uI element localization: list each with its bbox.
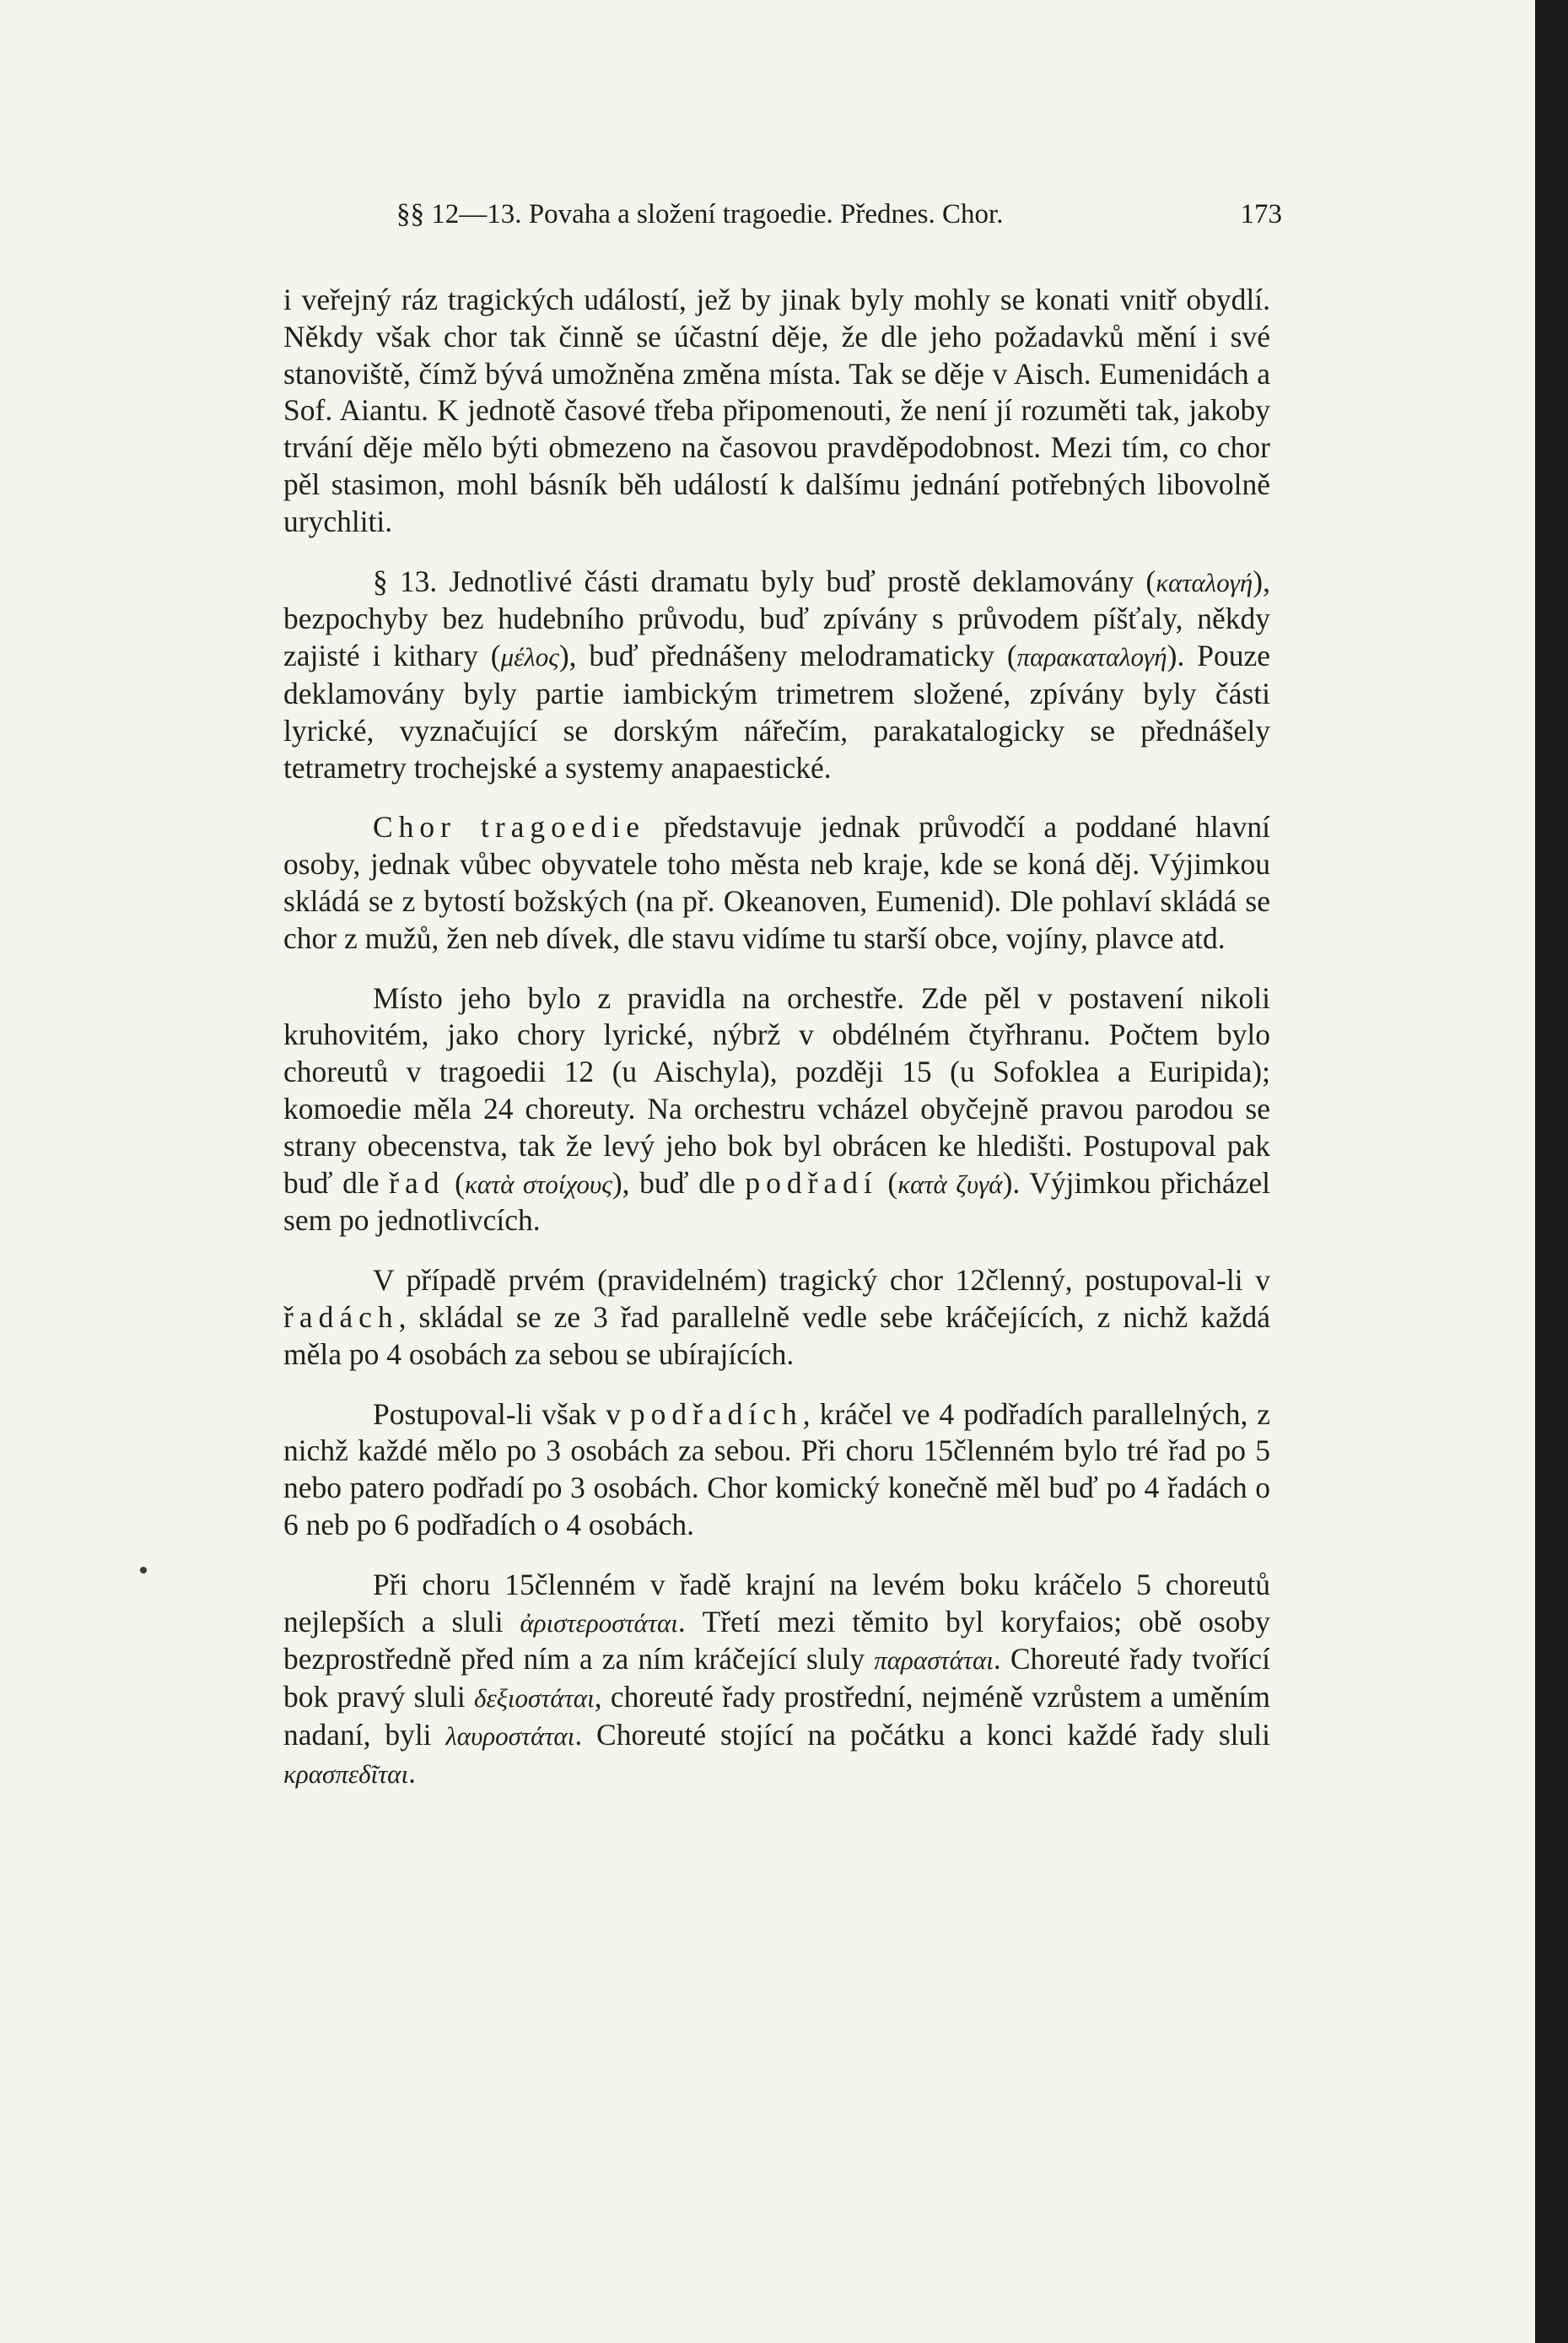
- spaced-term: podřadích: [629, 1396, 803, 1431]
- text-run: Postupoval-li však v: [373, 1396, 630, 1431]
- greek-term: παρακαταλογή: [1016, 642, 1167, 672]
- greek-term: κρασπεδῖται: [283, 1758, 409, 1789]
- text-run: ). Pouze deklamovány byly partie iambickým trimetrem složené, zpívány byly části lyrické, vyznačující se dorským nářečím, parakatalogicky se přednášely tetrametry trochejské a systemy anapaestické.: [283, 639, 1270, 785]
- page-number: 173: [1240, 199, 1282, 229]
- text-run: ), buď dle: [612, 1165, 746, 1200]
- greek-term: κατὰ στοίχους: [464, 1169, 612, 1199]
- text-run: představuje jednak průvodčí a poddané hlavní osoby, jednak vůbec obyvatele toho města neb kraje, kde se koná děj. Výjimkou skládá se z bytostí božských (na př. Okeanoven, Eumenid). Dle pohlaví skládá se chor z mužů, žen neb dívek, dle stavu vidíme tu starší obce, vojíny, plavce atd.: [283, 810, 1270, 955]
- paragraph-7: [283, 1567, 1270, 1793]
- spaced-term: podřadí: [745, 1165, 878, 1200]
- greek-term: καταλογή: [1156, 567, 1253, 597]
- text-run: Při choru 15členném v řadě krajní na levém boku kráčelo 5 choreutů nejlepších a sluli: [283, 1567, 1270, 1638]
- paragraph-3: [283, 809, 1270, 957]
- greek-term: λαυροστάται: [445, 1720, 575, 1751]
- paragraph-text: i veřejný ráz tragických událostí, jež by jinak byly mohly se konati vnitř obydlí. Někdy však chor tak činně se účastní děje, že dle jeho požadavků mění i své stanoviště, čímž bývá umožněna změna místa. Tak se děje v Aisch. Eumenidách a Sof. Aiantu. K jednotě časové třeba připomenouti, že není jí rozuměti tak, jakoby trvání děje mělo býti obmezeno na časovou pravděpodobnost. Mezi tím, co chor pěl stasimon, mohl básník běh událostí k dalšímu jednání potřebných libovolně urychliti.: [283, 283, 1270, 538]
- margin-speck: [140, 1567, 147, 1574]
- text-run: § 13. Jednotlivé části dramatu byly buď prostě deklamovány (: [373, 564, 1156, 598]
- paragraph-2: [283, 564, 1270, 787]
- text-run: , kráčel ve 4 podřadích parallelných, z nichž každé mělo po 3 osobách za sebou. Při choru 15členném bylo tré řad po 5 nebo patero podřadí po 3 osobách. Chor komický konečně měl buď po 4 řadách o 6 neb po 6 podřadích o 4 osobách.: [283, 1396, 1270, 1541]
- text-run: . Třetí mezi těmito byl koryfaios; obě osoby bezprostředně před ním a za ním kráčející sluly: [283, 1604, 1270, 1676]
- greek-term: παραστάται: [874, 1645, 994, 1676]
- paragraph-6: [283, 1396, 1270, 1544]
- greek-term: δεξιοστάται: [474, 1683, 595, 1714]
- text-run: ), buď přednášeny melodramaticky (: [558, 639, 1017, 673]
- body-text: [283, 282, 1270, 1792]
- scan-border: [1535, 0, 1568, 2343]
- text-run: ), bezpochyby bez hudebního průvodu, buď zpívány s průvodem píšťaly, někdy zajisté i kithary (: [283, 564, 1270, 673]
- text-run: , choreuté řady prostřední, nejméně vzrůstem a uměním nadaní, byli: [283, 1680, 1270, 1752]
- spaced-term: Chor tragoedie: [373, 810, 646, 845]
- paragraph-4: [283, 980, 1270, 1240]
- text-run: . Choreuté stojící na počátku a konci každé řady sluli: [574, 1717, 1270, 1752]
- running-head-title: §§ 12—13. Povaha a složení tragoedie. Přednes. Chor.: [396, 199, 1004, 229]
- text-run: . Choreuté řady tvořící bok pravý sluli: [283, 1642, 1270, 1714]
- text-run: (: [445, 1165, 465, 1200]
- greek-term: ἀριστεροστάται: [520, 1607, 678, 1638]
- greek-term: μέλος: [500, 642, 559, 672]
- spaced-term: řadách: [283, 1299, 399, 1334]
- text-run: .: [408, 1755, 416, 1790]
- greek-term: κατὰ ζυγά: [897, 1169, 1003, 1199]
- text-run: Místo jeho bylo z pravidla na orchestře. Zde pěl v postavení nikoli kruhovitém, jako chory lyrické, nýbrž v obdélném čtyřhranu. Počtem bylo choreutů v tragoedii 12 (u Aischyla), později 15 (u Sofoklea a Euripida); komoedie měla 24 choreuty. Na orchestru vcházel obyčejně pravou parodou se strany obecenstva, tak že levý jeho bok byl obrácen ke hledišti. Postupoval pak buď dle: [283, 980, 1270, 1200]
- text-run: , skládal se ze 3 řad parallelně vedle sebe kráčejících, z nichž každá měla po 4 osobách za sebou se ubírajících.: [283, 1299, 1270, 1371]
- paragraph-5: [283, 1262, 1270, 1373]
- paragraph-1: [283, 282, 1270, 541]
- text-run: (: [877, 1165, 898, 1200]
- text-run: ). Výjimkou přicházel sem po jednotlivcích.: [283, 1165, 1270, 1238]
- running-head: [396, 199, 1282, 241]
- spaced-term: řad: [389, 1165, 445, 1200]
- text-run: V případě prvém (pravidelném) tragický chor 12členný, postupoval-li v: [373, 1263, 1270, 1298]
